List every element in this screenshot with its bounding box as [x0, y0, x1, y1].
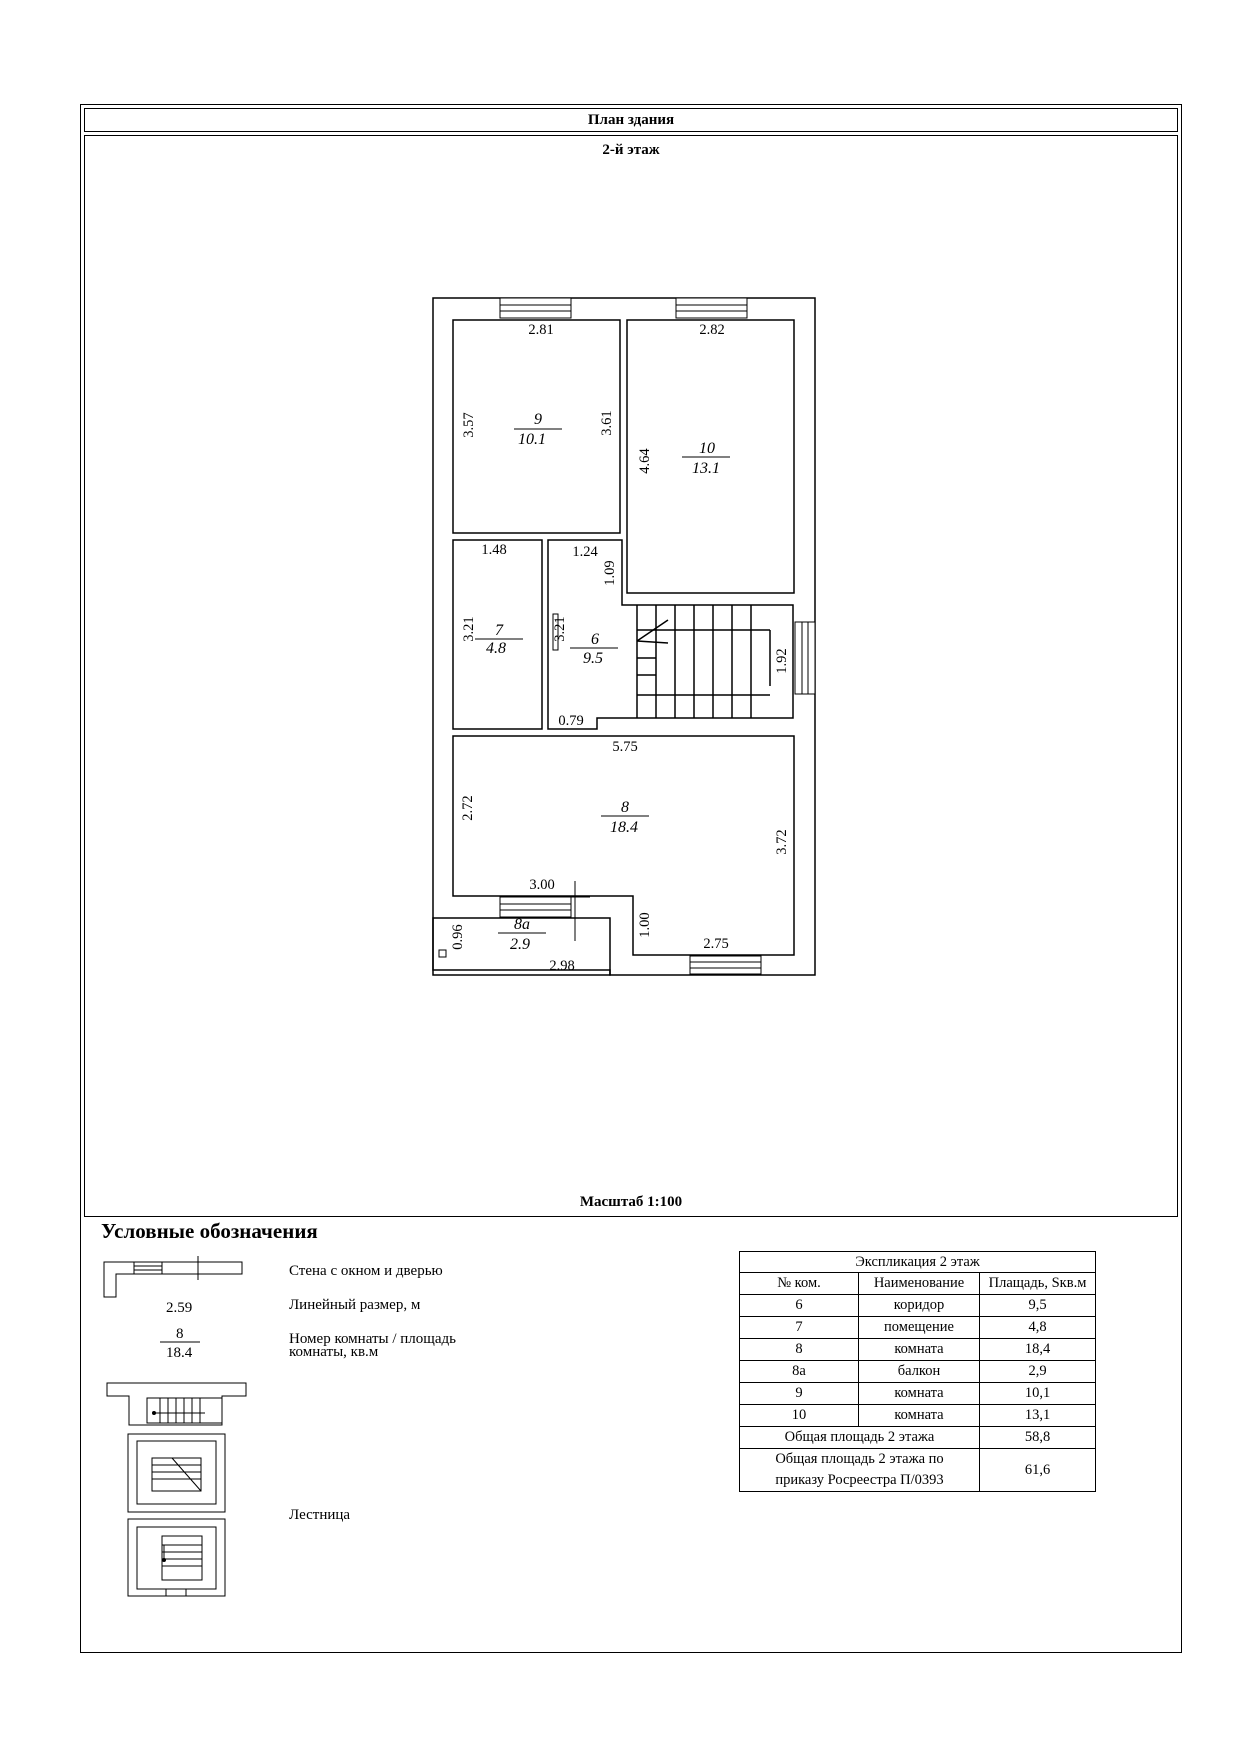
table-row [740, 1383, 1096, 1405]
cell: 10 [740, 1405, 859, 1427]
legend-wall-text: Стена с окном и дверью [289, 1263, 443, 1279]
table-row [740, 1317, 1096, 1339]
cell: коридор [859, 1295, 980, 1317]
total-row [740, 1427, 1096, 1449]
room-7-area: 4.8 [486, 640, 506, 657]
cell: 2,9 [980, 1361, 1096, 1383]
dim-label: 2.98 [549, 958, 575, 974]
cell: 13,1 [980, 1405, 1096, 1427]
table-row [740, 1405, 1096, 1427]
dim-label: 3.21 [461, 616, 477, 642]
legend-room-num-sample: 8 [176, 1326, 184, 1342]
cell: 4,8 [980, 1317, 1096, 1339]
order-row [740, 1449, 1096, 1492]
dim-label: 1.48 [481, 542, 507, 558]
dim-label: 2.75 [703, 936, 729, 952]
dim-label: 5.75 [612, 739, 638, 755]
legend-dim-text: Линейный размер, м [289, 1297, 421, 1313]
room-8-area: 18.4 [610, 819, 638, 836]
col-header: Наименование [859, 1273, 980, 1295]
order-label-line-1: Общая площадь 2 этажа по [775, 1451, 944, 1467]
dim-label: 1.09 [602, 560, 618, 586]
cell: помещение [859, 1317, 980, 1339]
dim-label: 4.64 [637, 448, 653, 474]
order-label-line-2: приказу Росреестра П/0393 [775, 1472, 944, 1488]
cell: 9 [740, 1383, 859, 1405]
cell: 10,1 [980, 1383, 1096, 1405]
dim-label: 3.00 [529, 877, 555, 893]
cell: 6 [740, 1295, 859, 1317]
dim-label: 1.24 [572, 544, 598, 560]
room-9-area: 10.1 [518, 431, 546, 448]
room-10-num: 10 [699, 440, 715, 457]
cell: балкон [859, 1361, 980, 1383]
legend-room-text-2: комнаты, кв.м [289, 1344, 379, 1360]
table-row [740, 1339, 1096, 1361]
dim-label: 2.81 [528, 322, 554, 338]
room-8-num: 8 [621, 799, 629, 816]
cell: 8 [740, 1339, 859, 1361]
cell: комната [859, 1383, 980, 1405]
cell: комната [859, 1405, 980, 1427]
room-6-area: 9.5 [583, 650, 603, 667]
dim-label: 3.57 [461, 412, 477, 438]
room-9-num: 9 [534, 411, 542, 428]
col-header: № ком. [740, 1273, 859, 1295]
room-6-num: 6 [591, 631, 599, 648]
cell: комната [859, 1339, 980, 1361]
explication-table [739, 1251, 1096, 1492]
room-8a-num: 8а [514, 916, 530, 933]
plan-title: План здания [84, 108, 1178, 132]
scale-label: Масштаб 1:100 [579, 1194, 683, 1210]
cell: 8а [740, 1361, 859, 1383]
table-row [740, 1295, 1096, 1317]
dim-label: 1.92 [774, 648, 790, 674]
legend-room-area-sample: 18.4 [166, 1345, 193, 1361]
col-header: Плащадь, Sкв.м [980, 1273, 1096, 1295]
dim-label: 3.21 [552, 616, 568, 642]
stairs-symbol-3 [128, 1519, 225, 1596]
dim-label: 0.96 [450, 924, 466, 950]
dim-label: 3.72 [774, 829, 790, 855]
room-7-num: 7 [495, 622, 503, 639]
legend-title: Условные обозначения [101, 1219, 318, 1243]
wall-window-door-symbol [104, 1256, 242, 1297]
dim-label: 3.61 [599, 410, 615, 436]
explication-caption: Экспликация 2 этаж [740, 1252, 1096, 1273]
legend-room-text-1: Номер комнаты / площадь [289, 1331, 456, 1347]
table-row [740, 1361, 1096, 1383]
room-8a-area: 2.9 [510, 936, 530, 953]
floor-label: 2-й этаж [602, 142, 660, 158]
total-label: Общая площадь 2 этажа [740, 1427, 980, 1449]
total-value: 58,8 [980, 1427, 1096, 1449]
order-value: 61,6 [980, 1449, 1096, 1492]
cell: 9,5 [980, 1295, 1096, 1317]
dim-label: 2.82 [699, 322, 725, 338]
stairs-symbol-1 [107, 1383, 246, 1425]
order-label [740, 1449, 980, 1492]
dim-label: 2.72 [460, 795, 476, 821]
cell: 18,4 [980, 1339, 1096, 1361]
room-10-area: 13.1 [692, 460, 720, 477]
legend-stairs-text: Лестница [289, 1507, 351, 1523]
stairs-symbol-2 [128, 1434, 225, 1512]
cell: 7 [740, 1317, 859, 1339]
dim-label: 0.79 [558, 713, 584, 729]
legend-dim-sample: 2.59 [166, 1300, 193, 1316]
dim-label: 1.00 [637, 912, 653, 938]
